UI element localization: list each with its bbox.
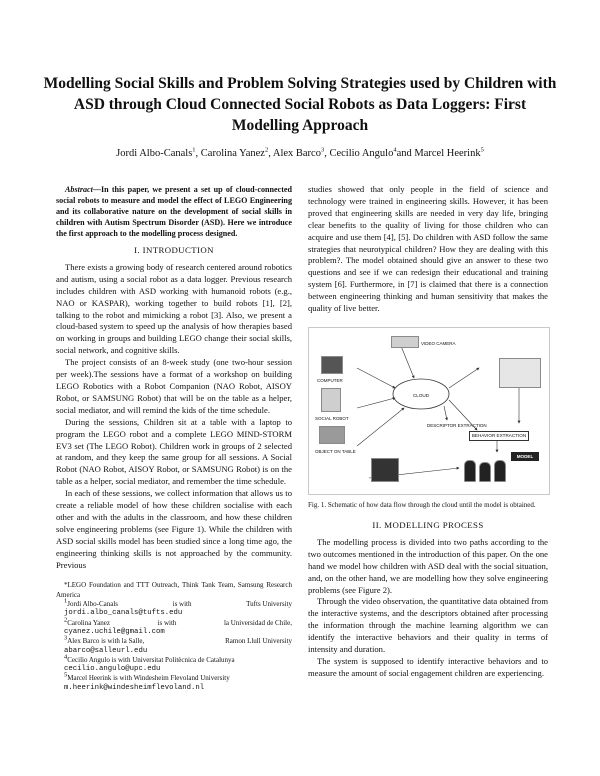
footnote: $^1$Jordi Albo-Canals is with Tufts University jordi.albo_canals@tufts.edu: [64, 597, 292, 618]
author: Cecilio Angulo$^4$: [329, 146, 397, 159]
footnote-email: jordi.albo_canals@tufts.edu: [64, 609, 183, 618]
footnote-email: abarco@salleurl.edu: [64, 646, 148, 655]
behavior-extraction-box: BEHAVIOR EXTRACTION: [469, 431, 529, 441]
paragraph: During the sessions, Children sit at a table with a laptop to program the LEGO robot and a complete LEGO MIND-STORM EV3 set (The LEGO Robot). Children work in groups of 2 selected at random, and they keep the same group for all sessions. A Social Robot (NAO Robot, AISOY Robot, or SAMSUNG Robot) is on the table as a helper, social mediator, and remember the time schedule.: [56, 416, 292, 487]
social-robot-label: SOCIAL ROBOT: [315, 415, 349, 421]
section-heading-modelling: II. MODELLING PROCESS: [372, 519, 484, 530]
paragraph: Through the video observation, the quantitative data obtained from the interactive systems, and the descriptors obtained after processing the information through the machine learning algorithm we can identify the interactive behaviors and their quality in terms of intensity and duration.: [308, 596, 548, 655]
object-on-table-label: OBJECT ON TABLE: [315, 448, 356, 454]
figure-caption: Fig. 1. Schematic of how data flow through the cloud until the model is obtained.: [308, 500, 536, 509]
footnote-email: cecilio.angulo@upc.edu: [64, 665, 161, 674]
descriptor-graph-image: [499, 358, 541, 388]
person-icon: [494, 460, 506, 482]
abstract: Abstract—In this paper, we present a set up of cloud-connected social robots to measure and model the effect of LEGO Engineering and its collaborative nature on the development of social skills in children with Autism Spectrum Disorder (ASD). Here we introduce the first approach to the modelling process designed.: [56, 185, 292, 238]
cloud-label: CLOUD: [412, 392, 430, 398]
person-icon: [479, 462, 491, 482]
paragraph: The system is supposed to identify interactive behaviors and to measure the amount of social engagement children are experiencing.: [308, 655, 548, 678]
paragraph: There exists a growing body of research centered around robotics and autism, using a social robot as a data logger. Previous research includes children with ASD working with humanoid robots (e.g., NAO or KASPAR), working together to build robots [1], [2], talking to the robot and mimicking a robot [3]. Also, we present a cloud-based system to speed up the analysis of how therapies based on working in groups and building LEGO change their social skills, social network, and cognitive skills.: [56, 261, 292, 356]
model-box: MODEL: [511, 452, 539, 461]
paragraph: The modelling process is divided into two paths according to the two outcomes mentioned in the introduction of this paper. On the one hand we model how children with ASD deal with the social situation, and, on the other hand, we are modelling how they solve engineering problems (see Figure 2).: [308, 536, 548, 595]
author: Marcel Heerink$^5$: [414, 146, 484, 159]
computer-image: [321, 356, 343, 374]
figure-1-diagram: [308, 327, 550, 495]
person-icon: [464, 460, 476, 482]
video-camera-label: VIDEO CAMERA: [421, 340, 456, 346]
left-column: [56, 184, 292, 693]
computer-label: COMPUTER: [317, 377, 343, 383]
object-on-table-image: [319, 426, 345, 444]
footnote-email: cyanez.uchile@gmail.com: [64, 627, 165, 636]
footnote: $^2$Carolina Yanez is with la Universidad de Chile, cyanez.uchile@gmail.com: [64, 616, 292, 636]
paragraph: In each of these sessions, we collect information that allows us to create a reliable model of how these children socialise with each other and with the adults in the classroom, and how these children solve engineering problems (see Figure 1). While the children with ASD social skills model has been studied since a long time ago, the engineering thinking skills is not approached by the community. Previous: [56, 488, 292, 570]
author: Jordi Albo-Canals$^1$: [116, 146, 196, 159]
author-list: Jordi Albo-Canals$^1$, Carolina Yanez$^2$, Alex Barco$^3$, Cecilio Angulo$^4$and Marcel Heerink$^5$: [116, 146, 484, 159]
paper-title: Modelling Social Skills and Problem Solving Strategies used by Children with ASD through Cloud Connected Social Robots as Data Loggers: First Modelling Approach: [43, 75, 557, 134]
footnote-email: m.heerink@windesheimflevoland.nl: [64, 683, 205, 692]
section-heading-introduction: I. INTRODUCTION: [134, 245, 214, 255]
author: Carolina Yanez$^2$: [200, 146, 269, 159]
social-robot-image: [321, 388, 341, 412]
diagram-arrows: [309, 328, 549, 494]
paragraph: The project consists of an 8-week study (one two-hour session per week).The sessions have a format of a workshop on building LEGO Robotics with a Robot Companion (NAO Robot, AISOY Robot, or SAMSUNG Robot) that will be on the table as a helper, social mediator, and will remind the kids of the time schedule.: [56, 357, 292, 415]
footnotes: [56, 581, 292, 693]
descriptor-extraction-label: DESCRIPTOR EXTRACTION: [427, 422, 487, 428]
paragraph: studies showed that only people in the field of science and technology were trained in engineering skills. However, it has been proved that engineering skills are needed in very day life, bringing clear benefits to the quality of living for those children who can acquire and use them [4], [5]. Do children with ASD follow the same strategies that neurotypical children? How they are dealing with this problem?. The model obtained should give an answer to these two questions and see if we can redesign their educational and training system [6]. Furthermore, in [7] is claimed that there is a connection between engineering thinking and human sensitivity that makes the quality of live better.: [308, 184, 548, 314]
right-column: [308, 184, 548, 680]
author: Alex Barco$^3$: [272, 146, 325, 159]
footnote: $^3$Alex Barco is with la Salle, Ramon Llull University abarco@salleurl.edu: [64, 634, 292, 655]
video-camera-image: [391, 336, 419, 348]
footnote: $^5$Marcel Heerink is with Windesheim Flevoland University m.heerink@windesheimflevoland.nl: [56, 674, 292, 693]
footnote: $^4$Cecilio Angulo is with Universitat Politècnica de Catalunya cecilio.angulo@upc.edu: [56, 656, 292, 675]
video-image: [371, 458, 399, 482]
footnote-affiliation: *LEGO Foundation and TTT Outreach, Think Tank Team, Samsung Research America: [56, 581, 292, 599]
